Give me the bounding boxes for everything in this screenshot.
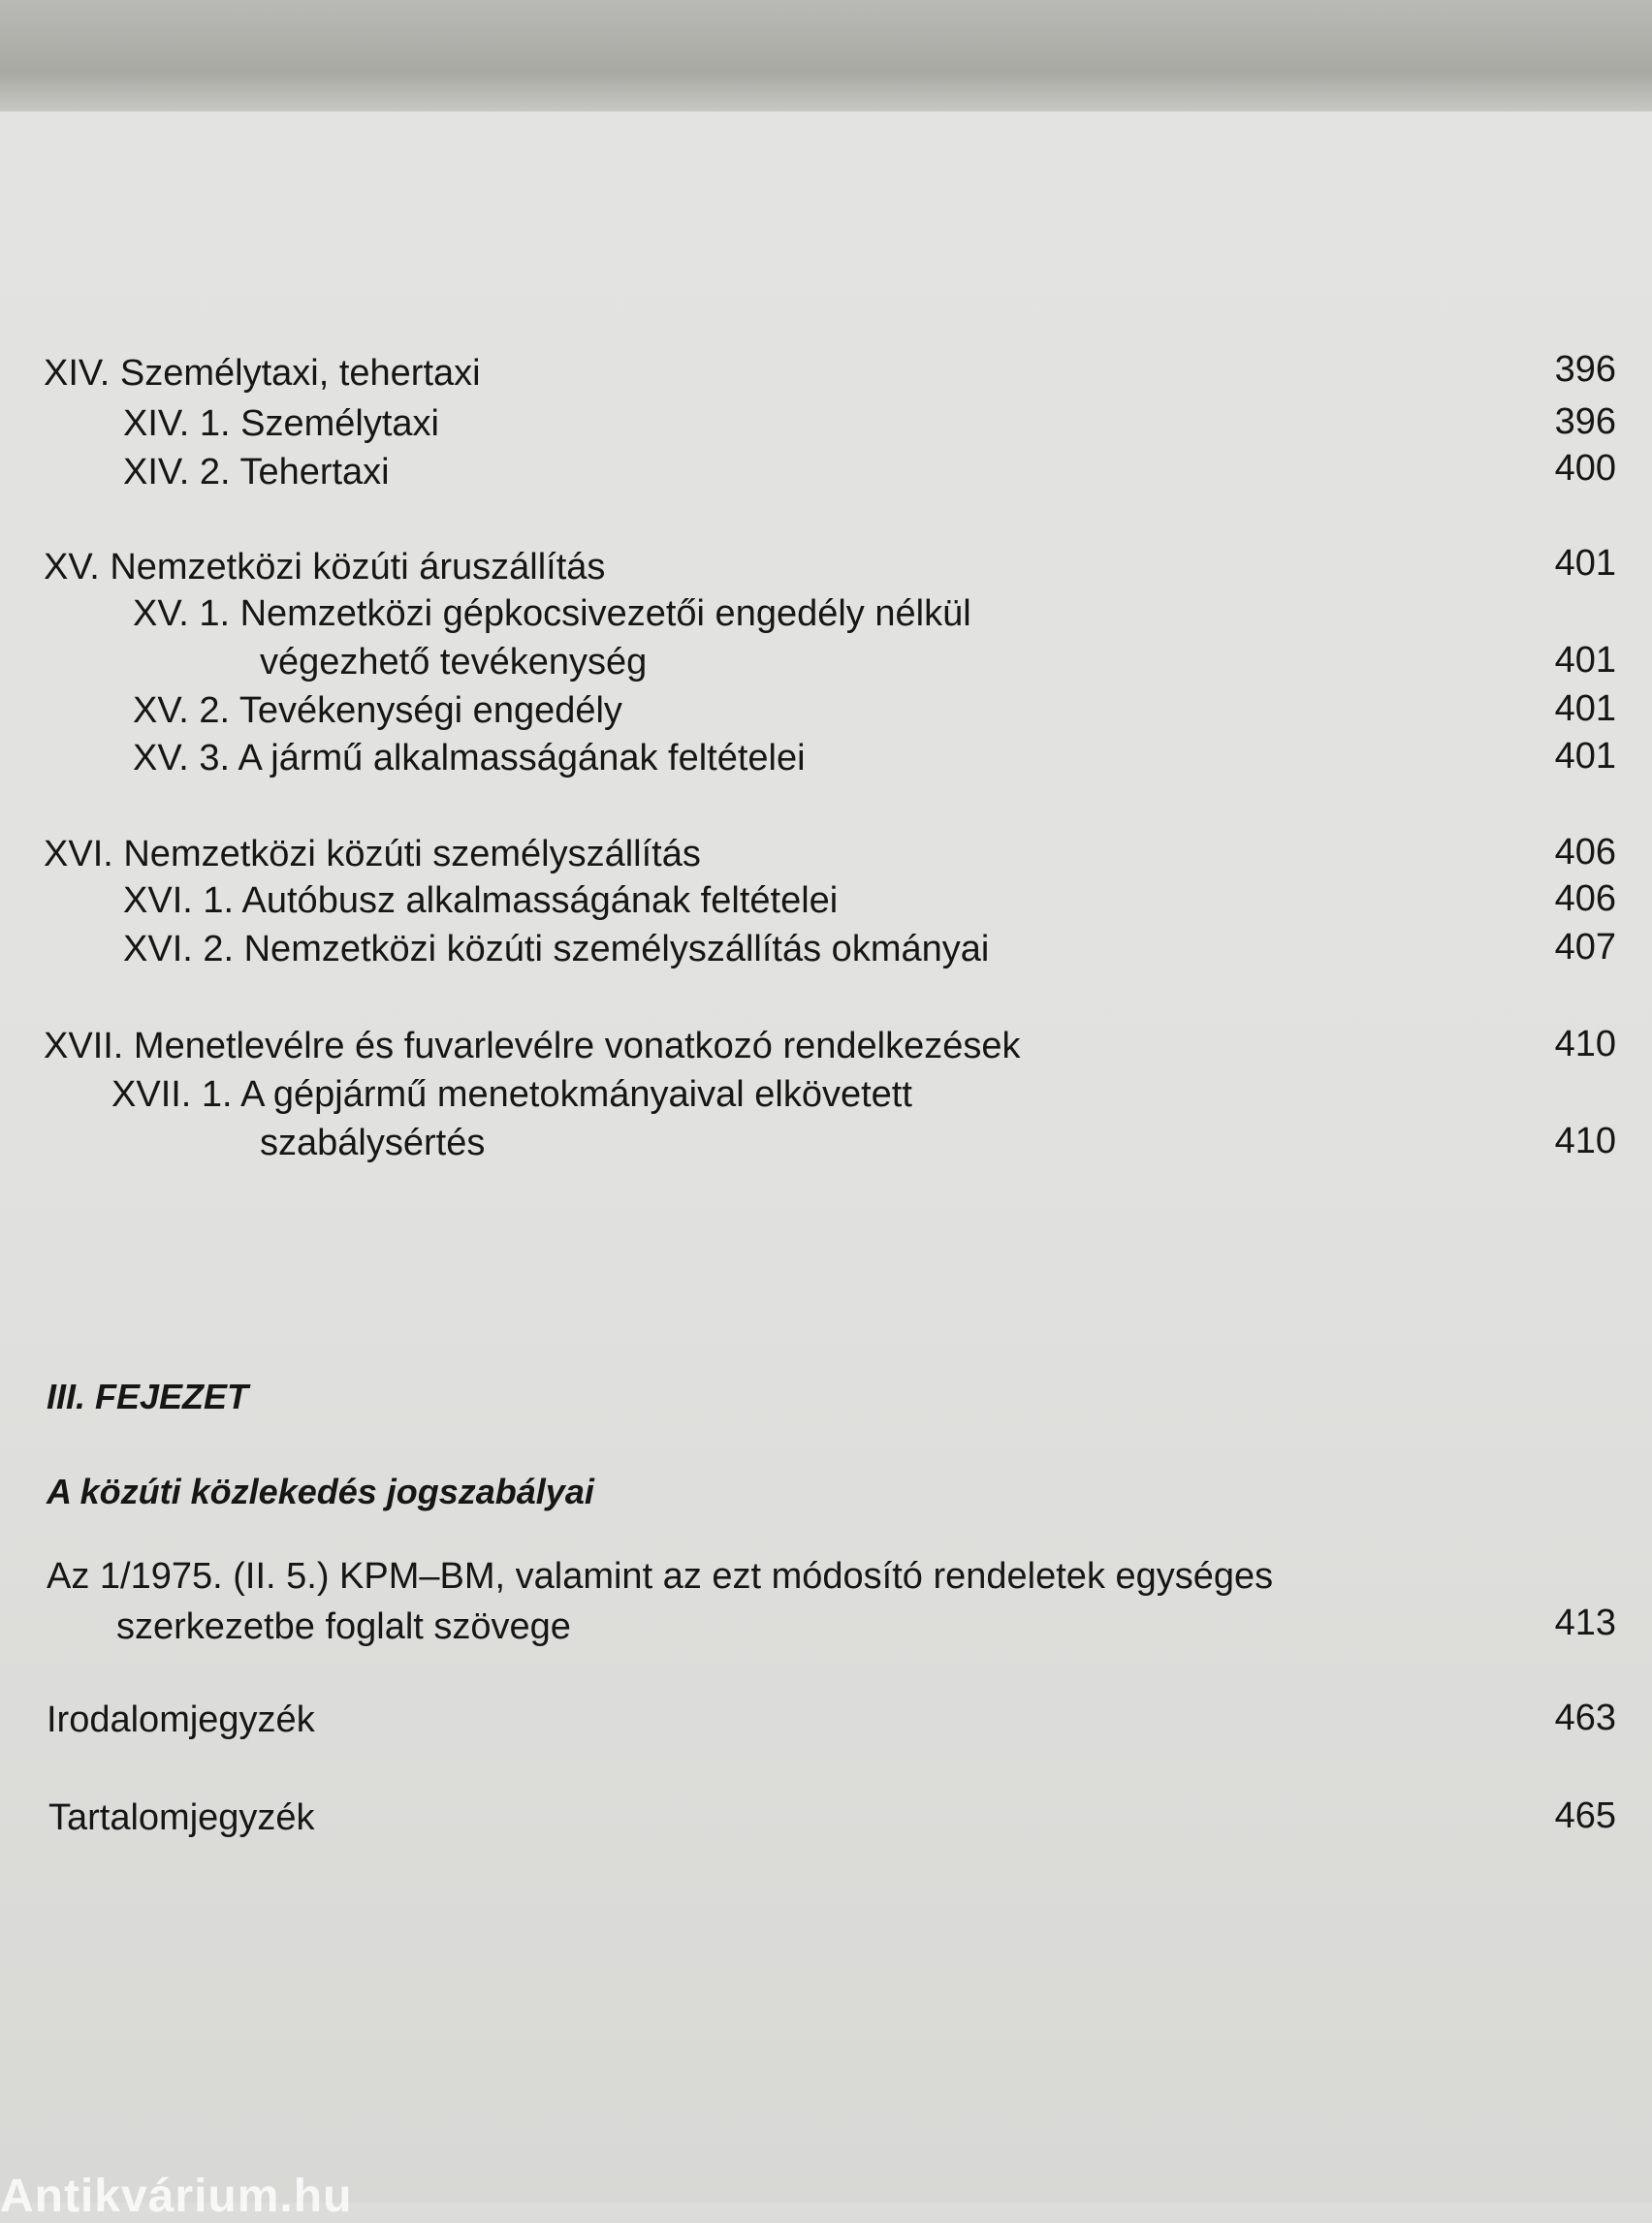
toc-page-number: 396 [1554,349,1616,390]
toc-entry-title: XIV. Személytaxi, tehertaxi [44,353,481,394]
toc-entry-title-line2: szerkezetbe foglalt szövege [116,1606,571,1647]
toc-page-number: 396 [1554,401,1616,442]
toc-entry-title: XV. 2. Tevékenységi engedély [133,690,622,731]
toc-page-number: 406 [1554,832,1616,873]
toc-page-number: 401 [1554,543,1616,584]
toc-page-number: 401 [1554,688,1616,729]
toc-entry-title: XV. Nemzetközi közúti áruszállítás [44,547,606,588]
toc-entry-title: XVI. 2. Nemzetközi közúti személyszállítás okmányai [123,929,990,969]
toc-entry-title: Tartalomjegyzék [48,1797,315,1838]
toc-entry-title: XV. 3. A jármű alkalmasságának feltételei [133,738,806,778]
toc-entry-title: XVI. Nemzetközi közúti személyszállítás [44,834,701,874]
watermark: Antikvárium.hu [0,2171,353,2222]
toc-entry-title-line1: Az 1/1975. (II. 5.) KPM–BM, valamint az ezt módosító rendeletek egységes [47,1556,1274,1597]
toc-entry-title: XIV. 1. Személytaxi [123,403,439,444]
toc-page-number: 407 [1554,927,1616,968]
chapter-label: III. FEJEZET [47,1377,249,1416]
toc-page-number: 413 [1554,1603,1616,1643]
background-strip [0,0,1652,121]
toc-entry-title-line2: végezhető tevékenység [260,642,648,683]
toc-entry-title-line1: XVII. 1. A gépjármű menetokmányaival elkövetett [111,1074,912,1115]
toc-page-number: 400 [1554,448,1616,489]
toc-entry-title-line1: XV. 1. Nemzetközi gépkocsivezetői engedély nélkül [133,593,971,634]
toc-entry-title: XVII. Menetlevélre és fuvarlevélre vonatkozó rendelkezések [44,1026,1021,1066]
toc-page-number: 401 [1554,736,1616,777]
toc-page-number: 463 [1554,1698,1616,1738]
toc-page-number: 401 [1554,640,1616,681]
toc-page-number: 410 [1554,1121,1616,1161]
toc-page-number: 406 [1554,878,1616,919]
chapter-title: A közúti közlekedés jogszabályai [47,1472,594,1511]
toc-page-number: 465 [1554,1795,1616,1836]
toc-page-number: 410 [1554,1024,1616,1064]
toc-entry-title: Irodalomjegyzék [47,1699,315,1740]
toc-entry-title-line2: szabálysértés [260,1123,486,1163]
toc-entry-title: XIV. 2. Tehertaxi [123,452,390,492]
toc-entry-title: XVI. 1. Autóbusz alkalmasságának feltételei [123,880,839,921]
